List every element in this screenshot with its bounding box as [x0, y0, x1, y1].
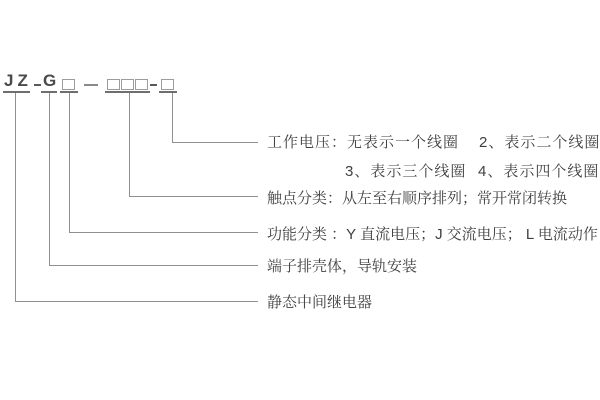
annotation-contacts: 触点分类：从左至右顺序排列；常开常闭转换	[267, 190, 568, 207]
annotation-working-voltage-option2: 2、表示二个线圈	[479, 134, 600, 151]
model-dash-icon	[150, 84, 157, 86]
annotation-working-voltage-option3: 3、表示三个线圈	[345, 163, 467, 180]
connector-line-working-voltage	[172, 93, 258, 143]
model-prefix: JZ	[4, 71, 32, 90]
model-dash-icon	[34, 84, 41, 86]
annotation-housing: 端子排壳体，导轨安装	[267, 258, 418, 275]
model-series-letter: G	[43, 71, 57, 90]
annotation-function: 功能分类 ：Y 直流电压；J 交流电压； L 电流动作	[267, 226, 598, 243]
annotation-working-voltage-line2	[267, 163, 600, 180]
model-placeholder-box-contact-3	[135, 79, 148, 90]
model-placeholder-box-contact-1	[107, 79, 120, 90]
model-placeholder-box-contact-2	[121, 79, 134, 90]
annotation-working-voltage-line1	[267, 134, 600, 151]
model-placeholder-box-voltage	[161, 79, 174, 90]
annotation-working-voltage-text: 工作电压：无表示一个线圈	[267, 134, 460, 151]
model-placeholder-box-function	[62, 79, 75, 90]
model-dash-icon	[84, 84, 98, 86]
annotation-working-voltage-option4: 4、表示四个线圈	[478, 163, 600, 180]
annotation-relay-type: 静态中间继电器	[267, 294, 373, 311]
